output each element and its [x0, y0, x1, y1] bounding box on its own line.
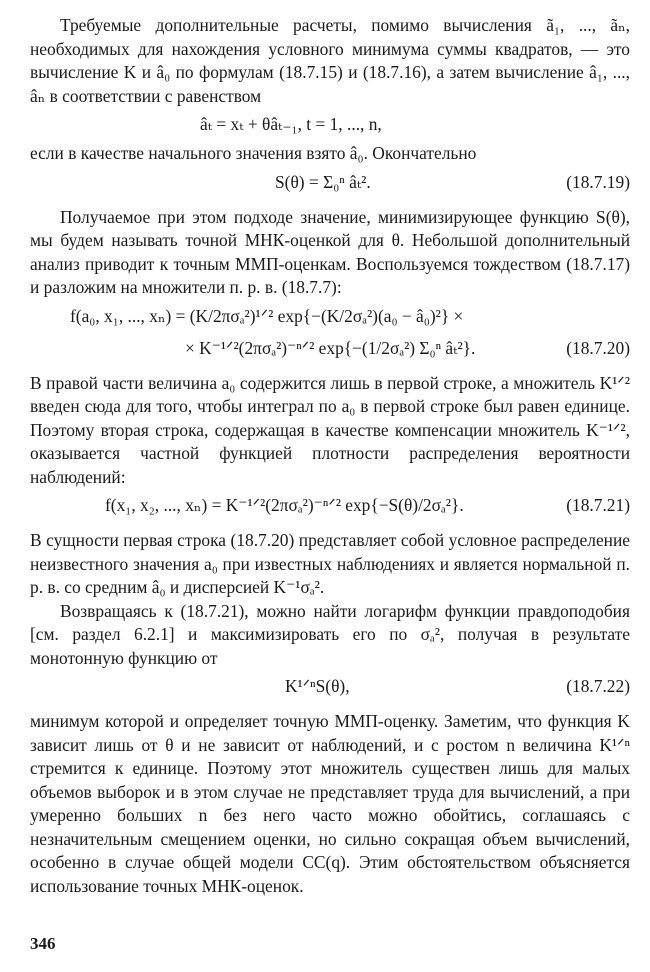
paragraph-6: Возвращаясь к (18.7.21), можно найти логарифм функции правдоподобия [см. раздел 6.2.1] и максимизировать его по σₐ², получая в результате монотонную функцию от	[30, 600, 630, 668]
paragraph-4: В правой части величина a₀ содержится лишь в первой строке, а множитель K¹ᐟ² введен сюда для того, чтобы интеграл по a₀ в первой строке был равен единице. Поэтому вторая строка, содержащая в качестве компенсации множитель K⁻¹ᐟ², оказывается частной функцией плотности распределения вероятности наблюдений:	[30, 372, 630, 487]
paragraph-2: если в качестве начального значения взято â₀. Окончательно	[30, 143, 477, 163]
equation-18-7-21-body: f(x₁, x₂, ..., xₙ) = K⁻¹ᐟ²(2πσₐ²)⁻ⁿᐟ² exp{−S(θ)/2σₐ²}.	[105, 495, 464, 515]
equation-recursion-body: âₜ = xₜ + θâₜ₋₁, t = 1, ..., n,	[200, 114, 382, 134]
equation-18-7-22-number: (18.7.22)	[566, 676, 630, 696]
paragraph-3: Получаемое при этом подходе значение, минимизирующее функцию S(θ), мы будем называть точной МНК-оценкой для θ. Небольшой дополнительный анализ приводит к точным ММП-оценкам. Воспользуемся тождеством (18.7.17) и разложим на множители п. р. в. (18.7.7):	[30, 206, 630, 297]
equation-recursion	[30, 110, 630, 140]
equation-18-7-20-line-2	[30, 334, 630, 370]
page-number: 346	[30, 934, 56, 953]
equation-18-7-21-number: (18.7.21)	[566, 495, 630, 515]
paragraph-5: В сущности первая строка (18.7.20) представляет собой условное распределение неизвестного значения a₀ при известных наблюдениях и является нормальной п. р. в. со средним â₀ и дисперсией K⁻¹σₐ².	[30, 530, 630, 597]
equation-18-7-20-number: (18.7.20)	[566, 337, 630, 358]
equation-18-7-20-line-1-body: f(a₀, x₁, ..., xₙ) = (K/2πσₐ²)¹ᐟ² exp{−(K/2σₐ²)(a₀ − â₀)²} ×	[70, 305, 464, 326]
equation-18-7-21	[30, 491, 630, 527]
equation-18-7-19-body: S(θ) = Σ₀ⁿ âₜ².	[275, 171, 371, 192]
page-body	[30, 14, 630, 898]
paragraph-7: минимум которой и определяет точную ММП-оценку. Заметим, что функция K зависит лишь от θ и не зависит от наблюдений, и с ростом n величина K¹ᐟⁿ стремится к единице. Поэтому этот множитель существен лишь для малых объемов выборок и в этом случае не представляет труда для вычислений, а при умеренно больших n без него часто можно обойтись, соглашаясь с незначительным смещением оценки, но сильно сокращая объем вычислений, особенно в случае общей модели СС(q). Этим обстоятельством объясняется использование точных МНК-оценок.	[30, 711, 630, 896]
equation-18-7-20-line-2-body: × K⁻¹ᐟ²(2πσₐ²)⁻ⁿᐟ² exp{−(1/2σₐ²) Σ₀ⁿ âₜ²}.	[185, 337, 476, 358]
equation-18-7-19	[30, 168, 630, 204]
equation-18-7-20-line-1	[30, 302, 630, 332]
equation-18-7-19-number: (18.7.19)	[566, 171, 630, 192]
equation-18-7-22	[30, 672, 630, 708]
equation-18-7-22-body: K¹ᐟⁿS(θ),	[285, 676, 350, 696]
paragraph-1: Требуемые дополнительные расчеты, помимо вычисления ã₁, ..., ãₙ, необходимых для нахождения условного минимума суммы квадратов, — это вычисление K и â₀ по формулам (18.7.15) и (18.7.16), а затем вычисление â₁, ..., âₙ в соответствии с равенством	[30, 15, 630, 106]
